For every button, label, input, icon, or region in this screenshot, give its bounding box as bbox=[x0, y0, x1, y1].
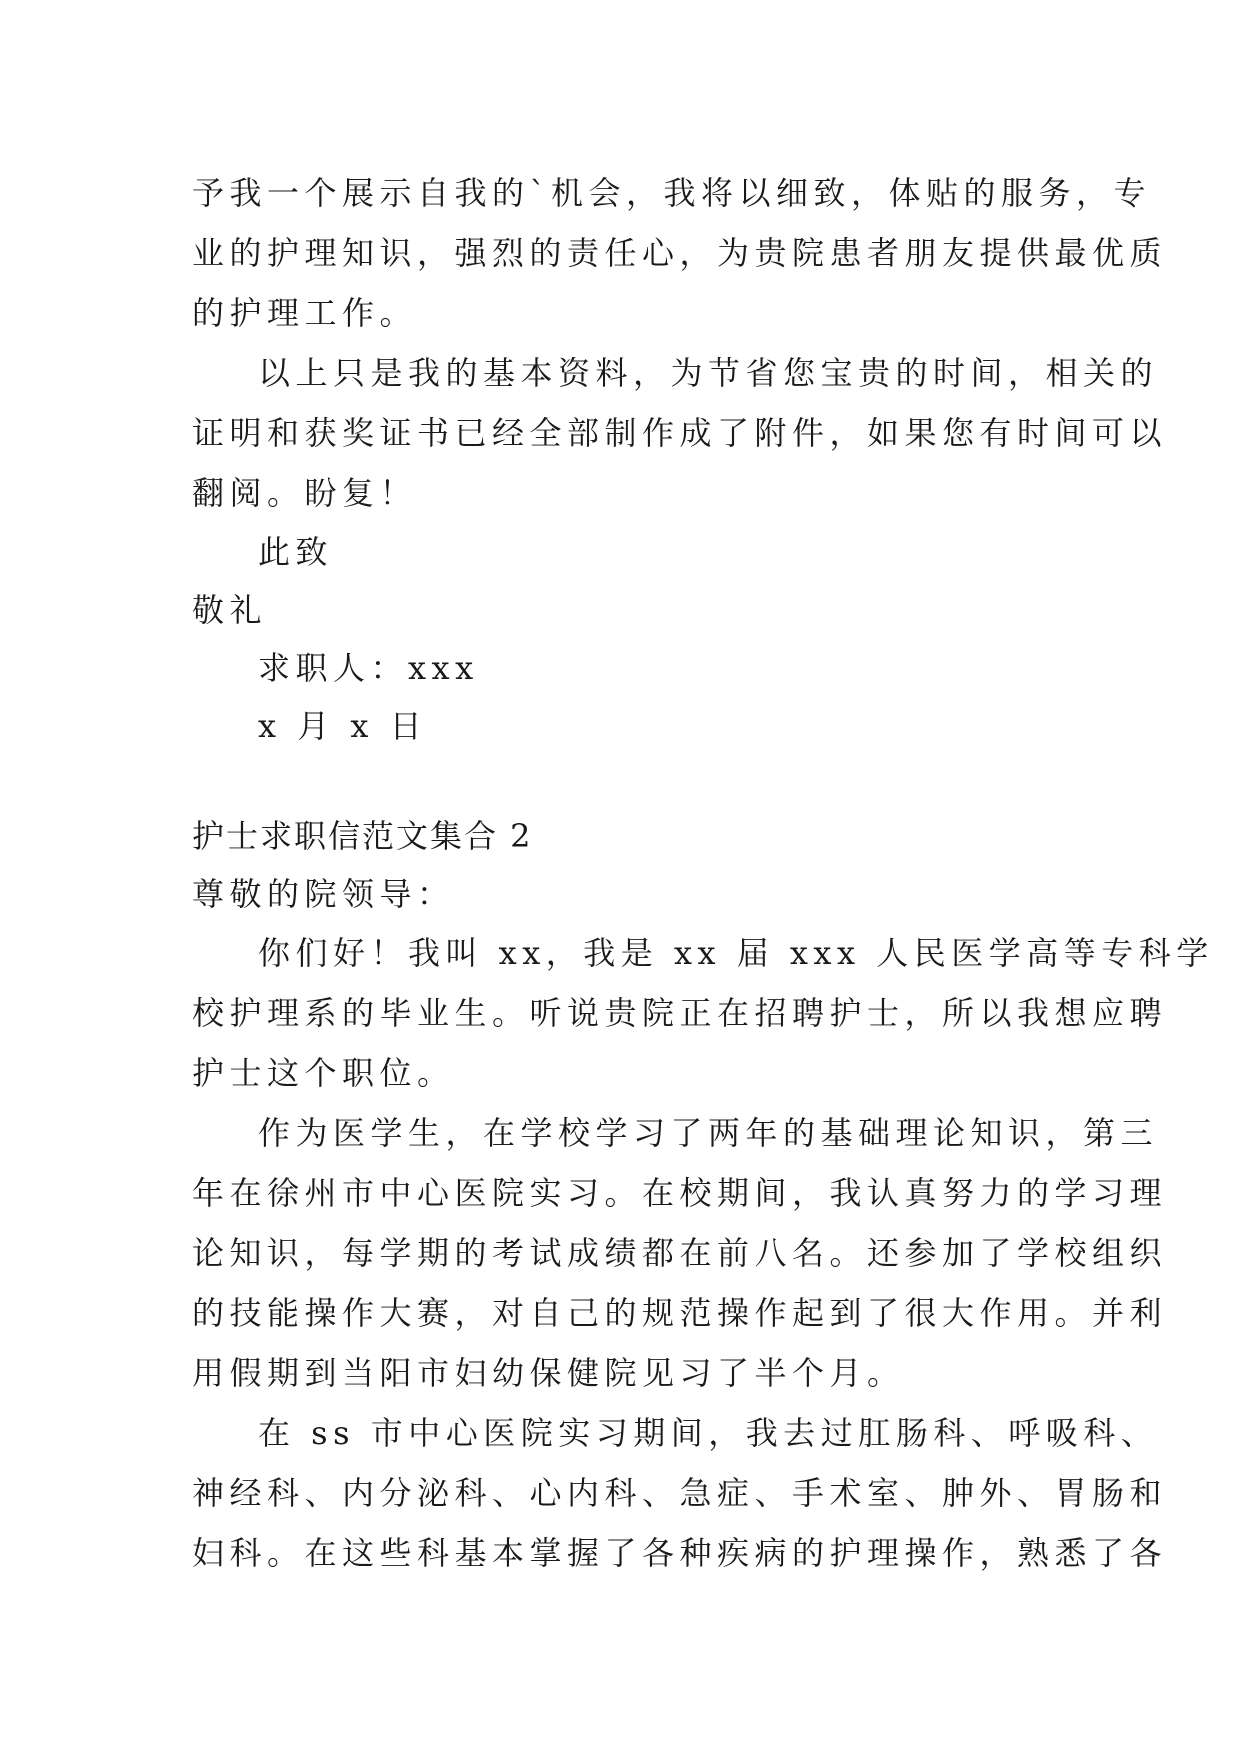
paragraph-internship bbox=[192, 1403, 1168, 1583]
paragraph-introduction bbox=[192, 923, 1214, 1103]
text-line: 翻阅。盼复！ bbox=[192, 474, 418, 512]
text-line: 神经科、内分泌科、心内科、急症、手术室、肿外、胃肠和 bbox=[192, 1474, 1168, 1512]
document-body bbox=[192, 163, 1214, 1583]
text-line: 用假期到当阳市妇幼保健院见习了半个月。 bbox=[192, 1354, 905, 1392]
text-line: 予我一个展示自我的`机会，我将以细致，体贴的服务，专 bbox=[192, 174, 1152, 212]
text-line: 妇科。在这些科基本掌握了各种疾病的护理操作，熟悉了各 bbox=[192, 1534, 1168, 1572]
section-gap bbox=[192, 755, 1067, 807]
salute-text: 敬礼 bbox=[192, 591, 268, 629]
section-title: 护士求职信范文集合 2 bbox=[192, 817, 533, 855]
text-line: 护士这个职位。 bbox=[192, 1054, 455, 1092]
paragraph-education bbox=[192, 1103, 1168, 1403]
text-line: 你们好！我叫 xx，我是 xx 届 xxx 人民医学高等专科学 bbox=[258, 934, 1214, 972]
text-line: 以上只是我的基本资料，为节省您宝贵的时间，相关的 bbox=[258, 354, 1159, 392]
text-line: 年在徐州市中心医院实习。在校期间，我认真努力的学习理 bbox=[192, 1174, 1168, 1212]
text-line: 校护理系的毕业生。听说贵院正在招聘护士，所以我想应聘 bbox=[192, 994, 1168, 1032]
text-line: 证明和获奖证书已经全部制作成了附件，如果您有时间可以 bbox=[192, 414, 1168, 452]
date-text: x 月 x 日 bbox=[258, 707, 428, 745]
greeting-text: 尊敬的院领导： bbox=[192, 875, 455, 913]
text-line: 在 ss 市中心医院实习期间，我去过肛肠科、呼吸科、 bbox=[258, 1414, 1159, 1452]
signature-text: 求职人：xxx bbox=[258, 649, 479, 687]
text-line: 论知识，每学期的考试成绩都在前八名。还参加了学校组织 bbox=[192, 1234, 1168, 1272]
text-line: 作为医学生，在学校学习了两年的基础理论知识，第三 bbox=[258, 1114, 1159, 1152]
text-line: 的护理工作。 bbox=[192, 294, 418, 332]
closing-text: 此致 bbox=[258, 533, 334, 571]
text-line: 业的护理知识，强烈的责任心，为贵院患者朋友提供最优质 bbox=[192, 234, 1168, 272]
text-line: 的技能操作大赛，对自己的规范操作起到了很大作用。并利 bbox=[192, 1294, 1168, 1332]
paragraph-opportunity bbox=[192, 163, 1168, 343]
paragraph-attachments bbox=[192, 343, 1168, 523]
